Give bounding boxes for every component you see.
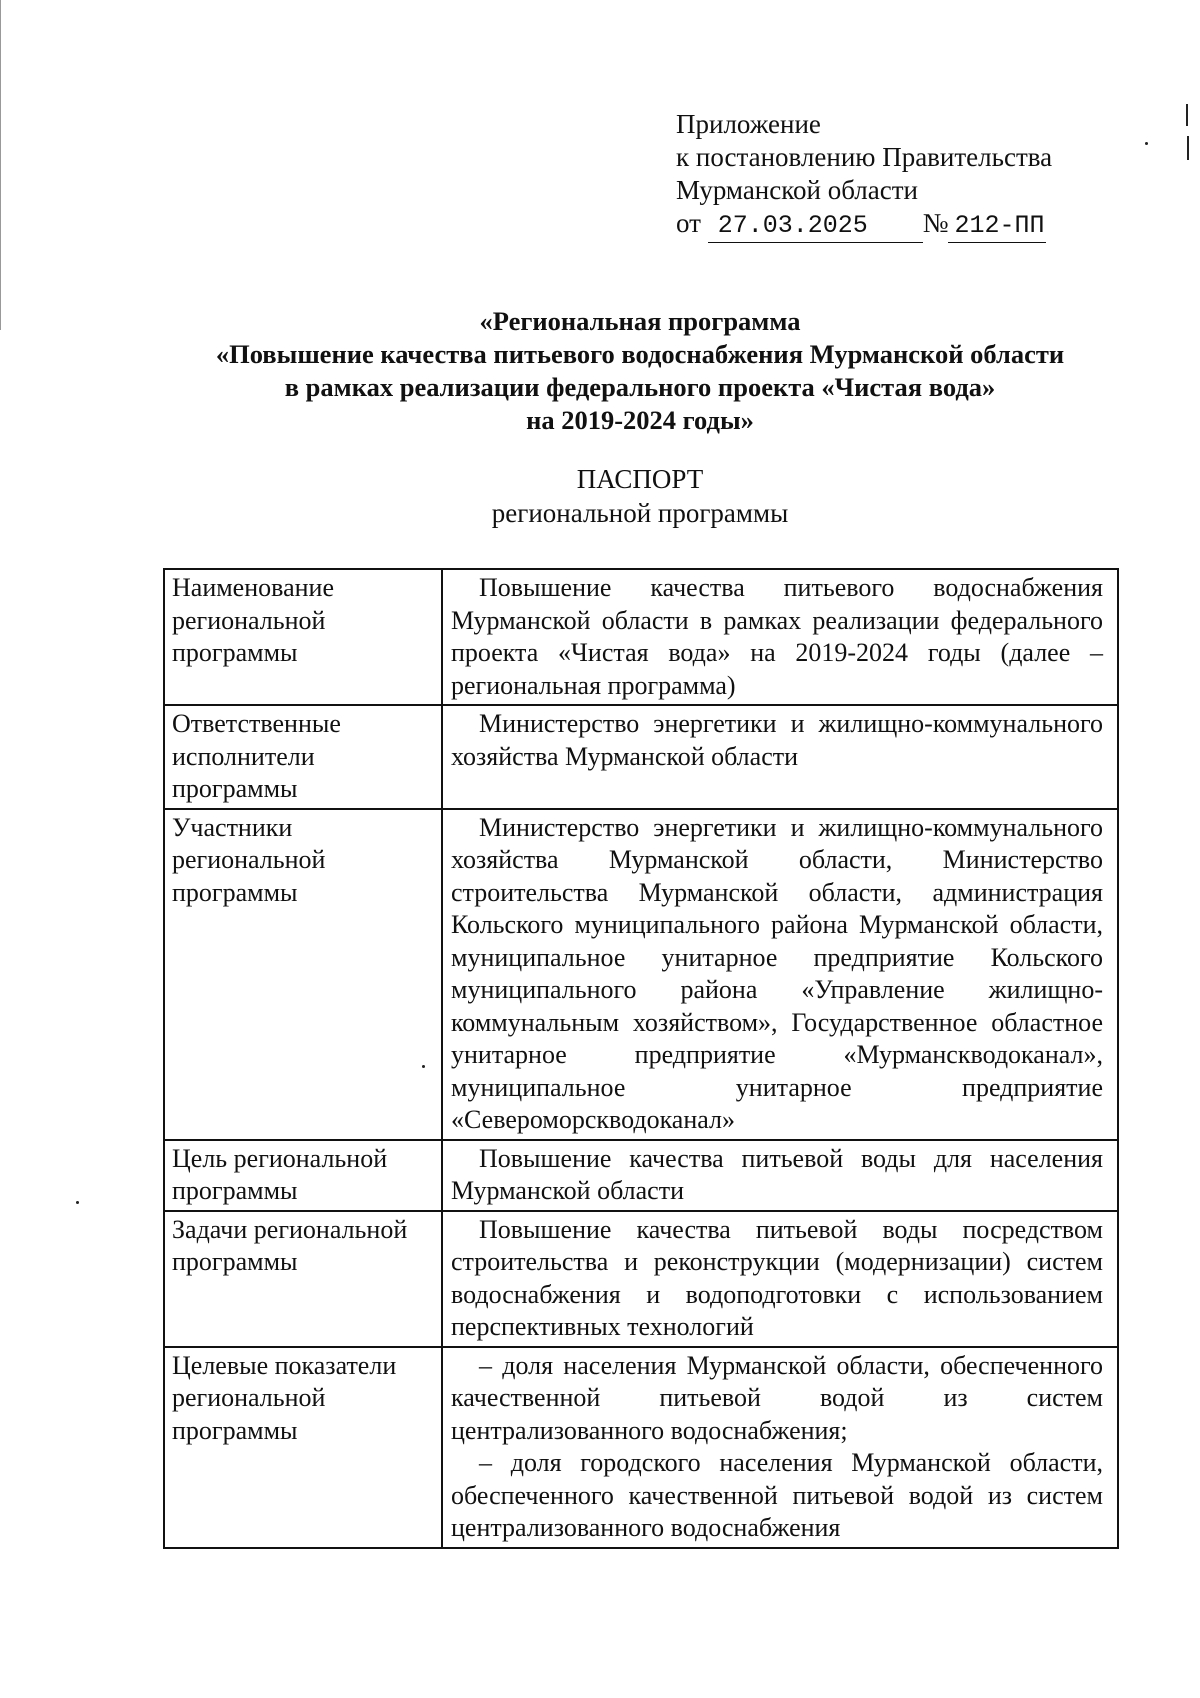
row-value-paragraph: Повышение качества питьевого водоснабжения Мурманской области в рамках реализации федерального проекта «Чистая вода» на 2019-2024 годы (далее – региональная программа) bbox=[451, 573, 1103, 700]
row-label: Целевые показатели региональной программы bbox=[164, 1347, 442, 1548]
row-value bbox=[442, 1140, 1118, 1211]
row-value-paragraph: Министерство энергетики и жилищно-коммунального хозяйства Мурманской области bbox=[451, 709, 1103, 771]
title-line-2: «Повышение качества питьевого водоснабжения Мурманской области bbox=[215, 339, 1065, 369]
table-row bbox=[164, 705, 1118, 809]
number-prefix: № bbox=[922, 208, 949, 238]
table-row bbox=[164, 1347, 1118, 1548]
row-value-paragraph: Повышение качества питьевой воды для населения Мурманской области bbox=[451, 1143, 1103, 1205]
table-row bbox=[164, 569, 1118, 705]
decree-date: 27.03.2025 bbox=[708, 209, 923, 243]
scan-mark bbox=[422, 1065, 425, 1068]
row-label: Ответственные исполнители программы bbox=[164, 705, 442, 809]
passport-heading bbox=[100, 462, 1180, 530]
row-value-paragraph: Повышение качества питьевой воды посредством строительства и реконструкции (модернизации) систем водоснабжения и водоподготовки с использованием перспективных технологий bbox=[451, 1214, 1103, 1341]
passport-title: ПАСПОРТ bbox=[576, 464, 704, 494]
row-label: Участники региональной программы bbox=[164, 809, 442, 1140]
program-title bbox=[100, 305, 1180, 437]
appendix-date-line bbox=[676, 207, 1052, 243]
scan-mark bbox=[1145, 142, 1148, 145]
row-value bbox=[442, 705, 1118, 809]
row-value bbox=[442, 1347, 1118, 1548]
table-row bbox=[164, 1211, 1118, 1347]
passport-table bbox=[163, 568, 1119, 1549]
table-row bbox=[164, 1140, 1118, 1211]
row-value-paragraph: – доля населения Мурманской области, обеспеченного качественной питьевой водой из систем централизованного водоснабжения; bbox=[451, 1350, 1103, 1445]
appendix-line-1: Приложение bbox=[676, 109, 821, 139]
row-label: Задачи региональной программы bbox=[164, 1211, 442, 1347]
title-line-4: на 2019-2024 годы» bbox=[526, 405, 754, 435]
appendix-line-2: к постановлению Правительства bbox=[676, 142, 1053, 172]
row-value-paragraph: – доля городского населения Мурманской области, обеспеченного качественной питьевой водой из систем централизованного водоснабжения bbox=[451, 1448, 1103, 1542]
row-value bbox=[442, 1211, 1118, 1347]
row-value bbox=[442, 569, 1118, 705]
row-label: Наименование региональной программы bbox=[164, 569, 442, 705]
scan-mark bbox=[1186, 104, 1188, 126]
appendix-block bbox=[676, 108, 1052, 243]
title-line-3: в рамках реализации федерального проекта «Чистая вода» bbox=[284, 372, 996, 402]
decree-number: 212-ПП bbox=[948, 209, 1046, 243]
appendix-line-3: Мурманской области bbox=[676, 175, 918, 205]
table-row bbox=[164, 809, 1118, 1140]
scan-mark bbox=[1187, 136, 1189, 160]
scan-mark bbox=[0, 0, 1, 330]
row-value bbox=[442, 809, 1118, 1140]
passport-subtitle: региональной программы bbox=[491, 498, 789, 528]
title-line-1: «Региональная программа bbox=[479, 306, 801, 336]
row-value-paragraph: Министерство энергетики и жилищно-коммунального хозяйства Мурманской области, Министерство строительства Мурманской области, администрация Кольского муниципального района Мурманской области, муниципальное унитарное предприятие Кольского муниципального района «Управление жилищно-коммунальным хозяйством», Государственное областное унитарное предприятие «Мурманскводоканал», муниципальное унитарное предприятие «Североморскводоканал» bbox=[451, 812, 1103, 1134]
date-prefix: от bbox=[676, 208, 701, 238]
row-label: Цель региональной программы bbox=[164, 1140, 442, 1211]
scan-mark bbox=[76, 1201, 79, 1204]
